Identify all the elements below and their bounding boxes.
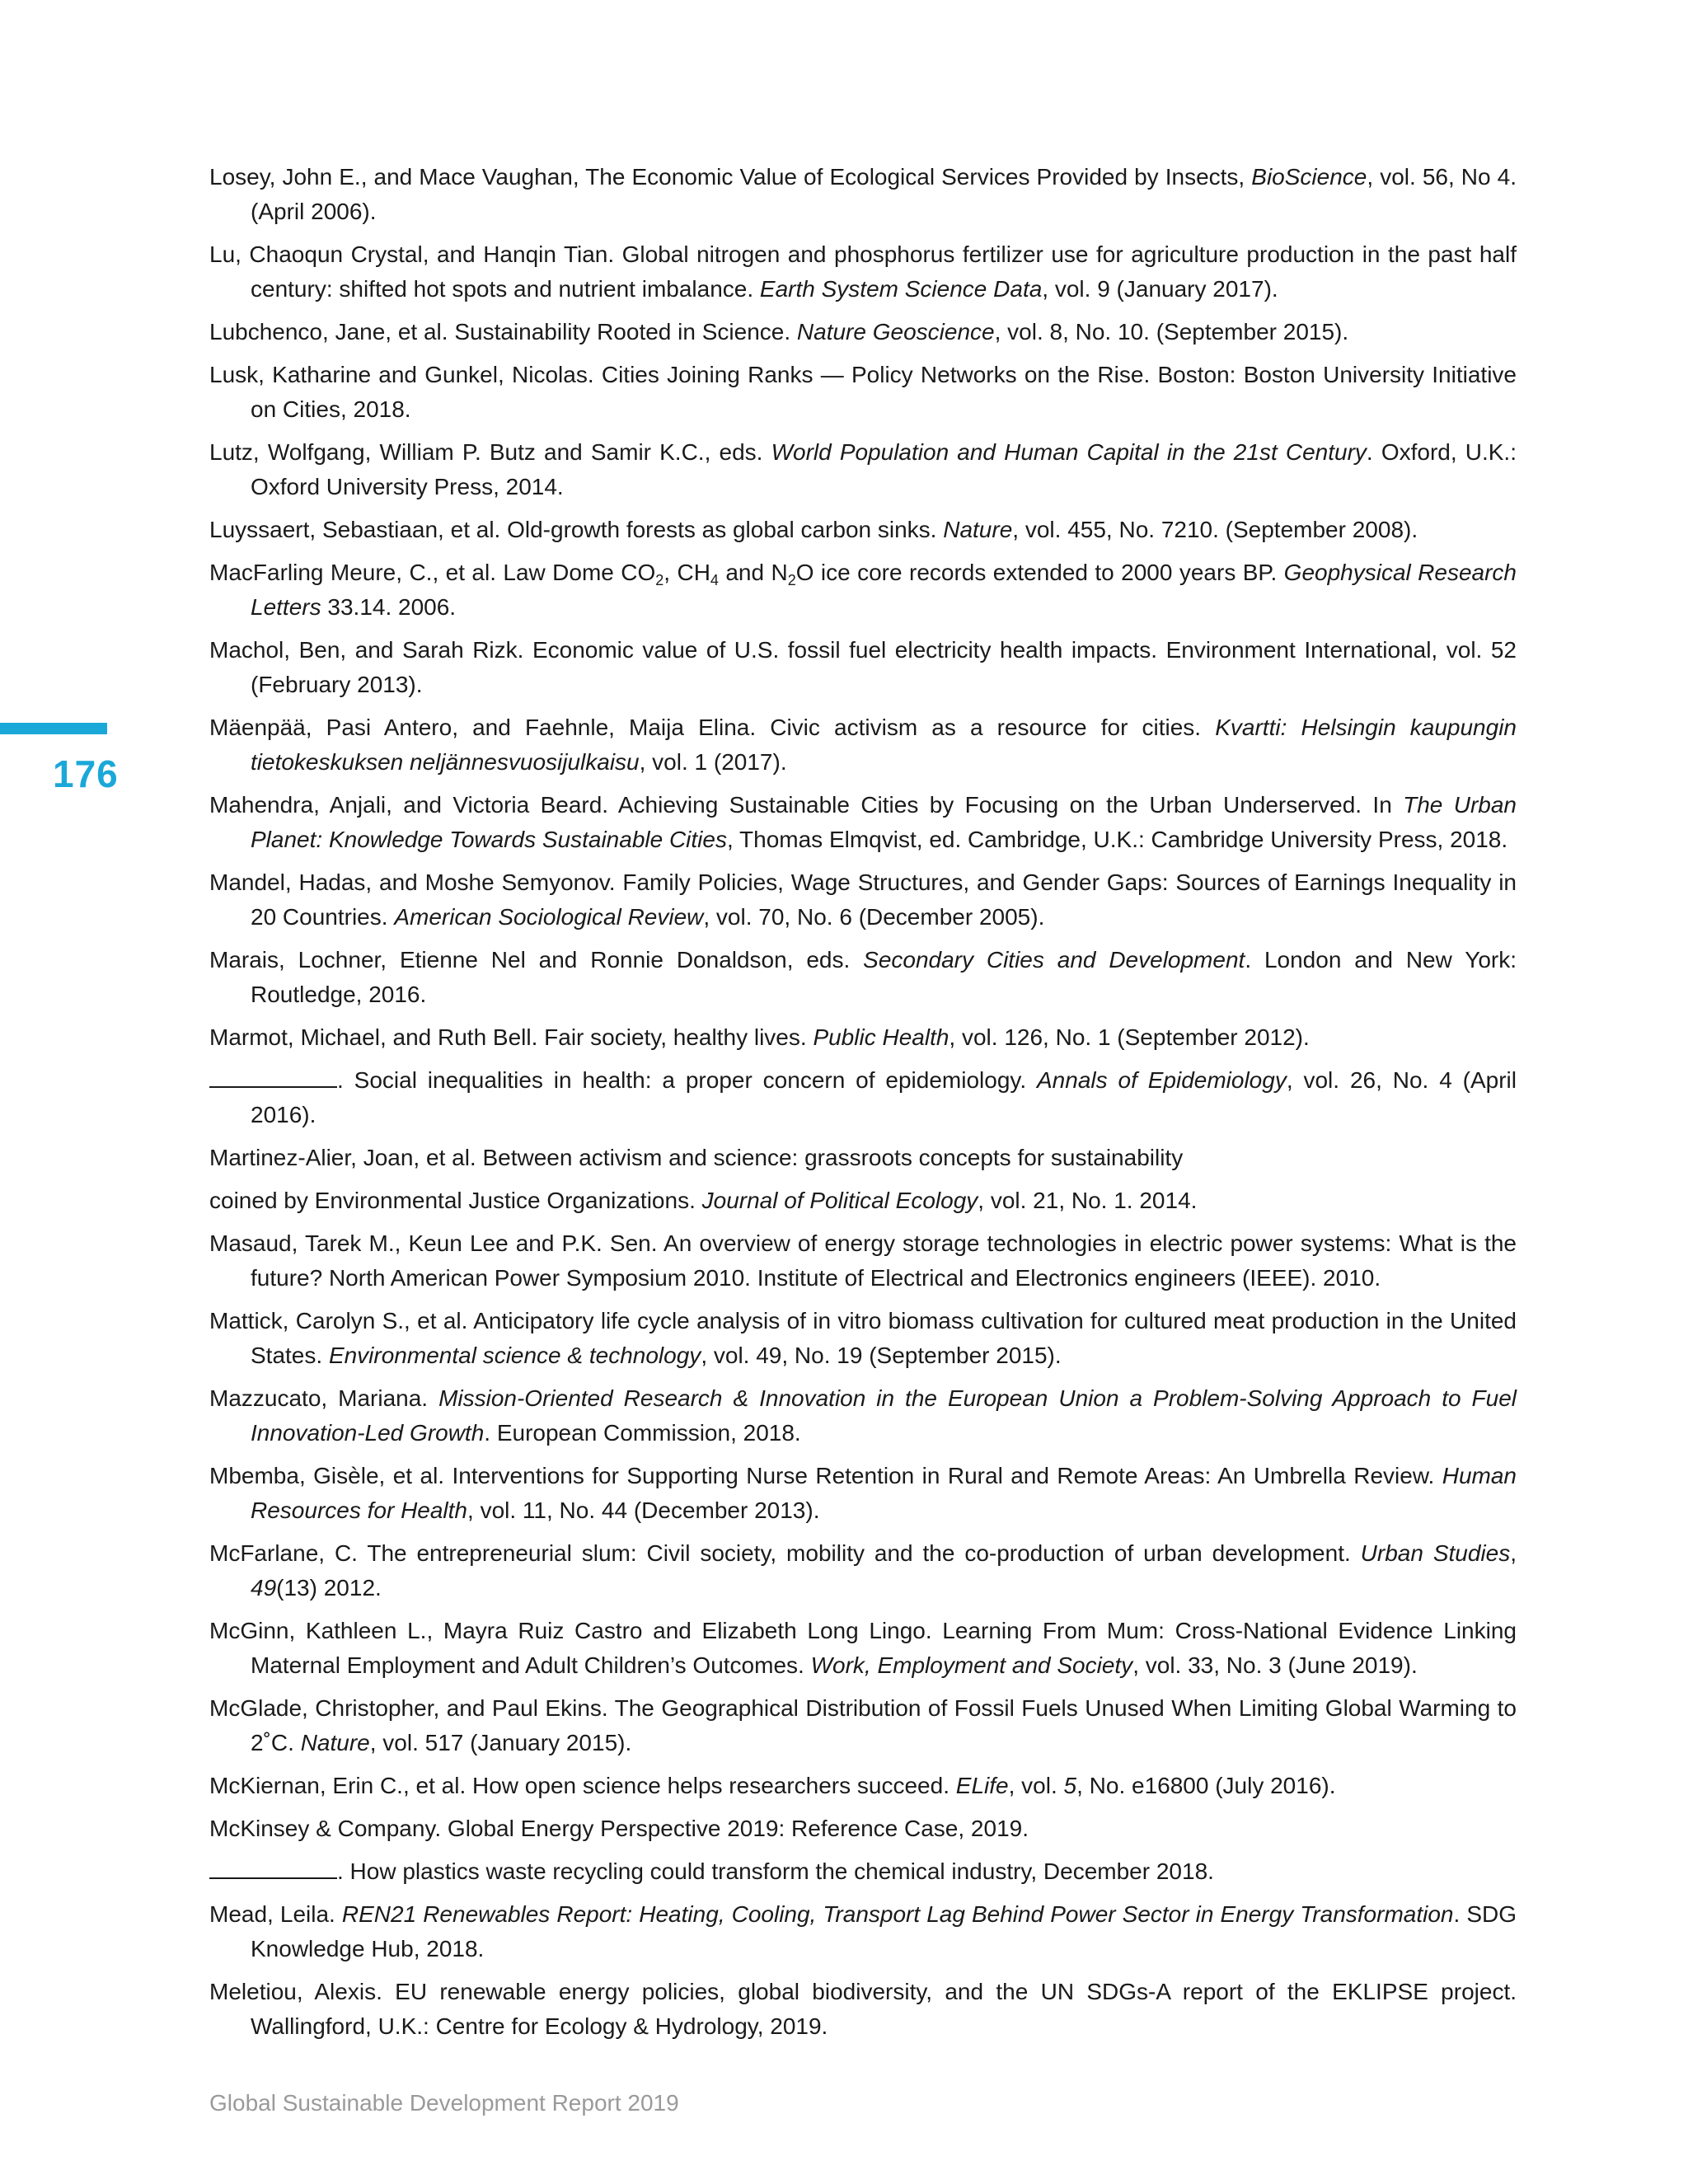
- reference-item: McFarlane, C. The entrepreneurial slum: Civil society, mobility and the co-production of urban development. Urban Studies, 49(13) 2012.: [209, 1540, 1517, 1601]
- page-number: 176: [53, 752, 119, 795]
- reference-item: Machol, Ben, and Sarah Rizk. Economic value of U.S. fossil fuel electricity health impacts. Environment International, vol. 52 (February 2013).: [209, 637, 1517, 697]
- reference-item: Marmot, Michael, and Ruth Bell. Fair society, healthy lives. Public Health, vol. 126, No. 1 (September 2012).: [209, 1024, 1310, 1050]
- reference-item: McKinsey & Company. Global Energy Perspective 2019: Reference Case, 2019.: [209, 1816, 1029, 1841]
- reference-item: Lutz, Wolfgang, William P. Butz and Samir K.C., eds. World Population and Human Capital in the 21st Century. Oxford, U.K.: Oxford University Press, 2014.: [209, 439, 1517, 499]
- author-repeat-rule: [209, 1065, 337, 1088]
- reference-item: Losey, John E., and Mace Vaughan, The Economic Value of Ecological Services Provided by Insects, BioScience, vol. 56, No 4. (April 2006).: [209, 164, 1517, 224]
- reference-item: McGlade, Christopher, and Paul Ekins. The Geographical Distribution of Fossil Fuels Unused When Limiting Global Warming to 2˚C. Nature, vol. 517 (January 2015).: [209, 1695, 1517, 1755]
- reference-item: . Social inequalities in health: a proper concern of epidemiology. Annals of Epidemiology, vol. 26, No. 4 (April 2016).: [209, 1063, 1517, 1132]
- reference-item: Lubchenco, Jane, et al. Sustainability Rooted in Science. Nature Geoscience, vol. 8, No. 10. (September 2015).: [209, 319, 1349, 344]
- reference-item: Mead, Leila. REN21 Renewables Report: Heating, Cooling, Transport Lag Behind Power Sector in Energy Transformation. SDG Knowledge Hub, 2018.: [209, 1901, 1517, 1961]
- footer-report-title: Global Sustainable Development Report 2019: [209, 2090, 679, 2116]
- reference-item: Luyssaert, Sebastiaan, et al. Old-growth forests as global carbon sinks. Nature, vol. 455, No. 7210. (September 2008).: [209, 517, 1418, 542]
- reference-item: Mahendra, Anjali, and Victoria Beard. Achieving Sustainable Cities by Focusing on the Urban Underserved. In The Urban Planet: Knowledge Towards Sustainable Cities, Thomas Elmqvist, ed. Cambridge, U.K.: Cambridge University Press, 2018.: [209, 792, 1517, 852]
- reference-list: [209, 160, 1517, 2052]
- reference-item: Lu, Chaoqun Crystal, and Hanqin Tian. Global nitrogen and phosphorus fertilizer use for agriculture production in the past half century: shifted hot spots and nutrient imbalance. Earth System Science Data, vol. 9 (January 2017).: [209, 241, 1517, 302]
- reference-item: Mäenpää, Pasi Antero, and Faehnle, Maija Elina. Civic activism as a resource for cities. Kvartti: Helsingin kaupungin tietokeskuksen neljännesvuosijulkaisu, vol. 1 (2017).: [209, 715, 1517, 775]
- reference-item: Lusk, Katharine and Gunkel, Nicolas. Cities Joining Ranks — Policy Networks on the Rise. Boston: Boston University Initiative on Cities, 2018.: [209, 362, 1517, 422]
- reference-item: Mandel, Hadas, and Moshe Semyonov. Family Policies, Wage Structures, and Gender Gaps: Sources of Earnings Inequality in 20 Countries. American Sociological Review, vol. 70, No. 6 (December 2005).: [209, 869, 1517, 930]
- reference-item: Mbemba, Gisèle, et al. Interventions for Supporting Nurse Retention in Rural and Remote Areas: An Umbrella Review. Human Resources for Health, vol. 11, No. 44 (December 2013).: [209, 1463, 1517, 1523]
- reference-item: Mazzucato, Mariana. Mission-Oriented Research & Innovation in the European Union a Problem-Solving Approach to Fuel Innovation-Led Growth. European Commission, 2018.: [209, 1385, 1517, 1446]
- reference-item: MacFarling Meure, C., et al. Law Dome $CO_2$, $CH_4$ and $N_2O$ ice core records extended to 2000 years BP. Geophysical Research Letters 33.14. 2006.: [209, 560, 1517, 620]
- reference-item: McKiernan, Erin C., et al. How open science helps researchers succeed. ELife, vol. 5, No. e16800 (July 2016).: [209, 1773, 1336, 1798]
- reference-item: Marais, Lochner, Etienne Nel and Ronnie Donaldson, eds. Secondary Cities and Development. London and New York: Routledge, 2016.: [209, 947, 1517, 1007]
- reference-item: Masaud, Tarek M., Keun Lee and P.K. Sen. An overview of energy storage technologies in electric power systems: What is the future? North American Power Symposium 2010. Institute of Electrical and Electronics engineers (IEEE). 2010.: [209, 1230, 1517, 1291]
- author-repeat-rule: [209, 1856, 337, 1879]
- page-number-bar: [0, 723, 107, 734]
- reference-item: Mattick, Carolyn S., et al. Anticipatory life cycle analysis of in vitro biomass cultivation for cultured meat production in the United States. Environmental science & technology, vol. 49, No. 19 (September 2015).: [209, 1308, 1517, 1368]
- reference-item: coined by Environmental Justice Organizations. Journal of Political Ecology, vol. 21, No. 1. 2014.: [209, 1188, 1198, 1213]
- reference-item: McGinn, Kathleen L., Mayra Ruiz Castro and Elizabeth Long Lingo. Learning From Mum: Cross-National Evidence Linking Maternal Employment and Adult Children’s Outcomes. Work, Employment and Society, vol. 33, No. 3 (June 2019).: [209, 1618, 1517, 1678]
- reference-item: Martinez-Alier, Joan, et al. Between activism and science: grassroots concepts for sustainability: [209, 1145, 1184, 1170]
- reference-item: Meletiou, Alexis. EU renewable energy policies, global biodiversity, and the UN SDGs-A report of the EKLIPSE project. Wallingford, U.K.: Centre for Ecology & Hydrology, 2019.: [209, 1979, 1517, 2039]
- reference-item: . How plastics waste recycling could transform the chemical industry, December 2018.: [209, 1854, 1517, 1889]
